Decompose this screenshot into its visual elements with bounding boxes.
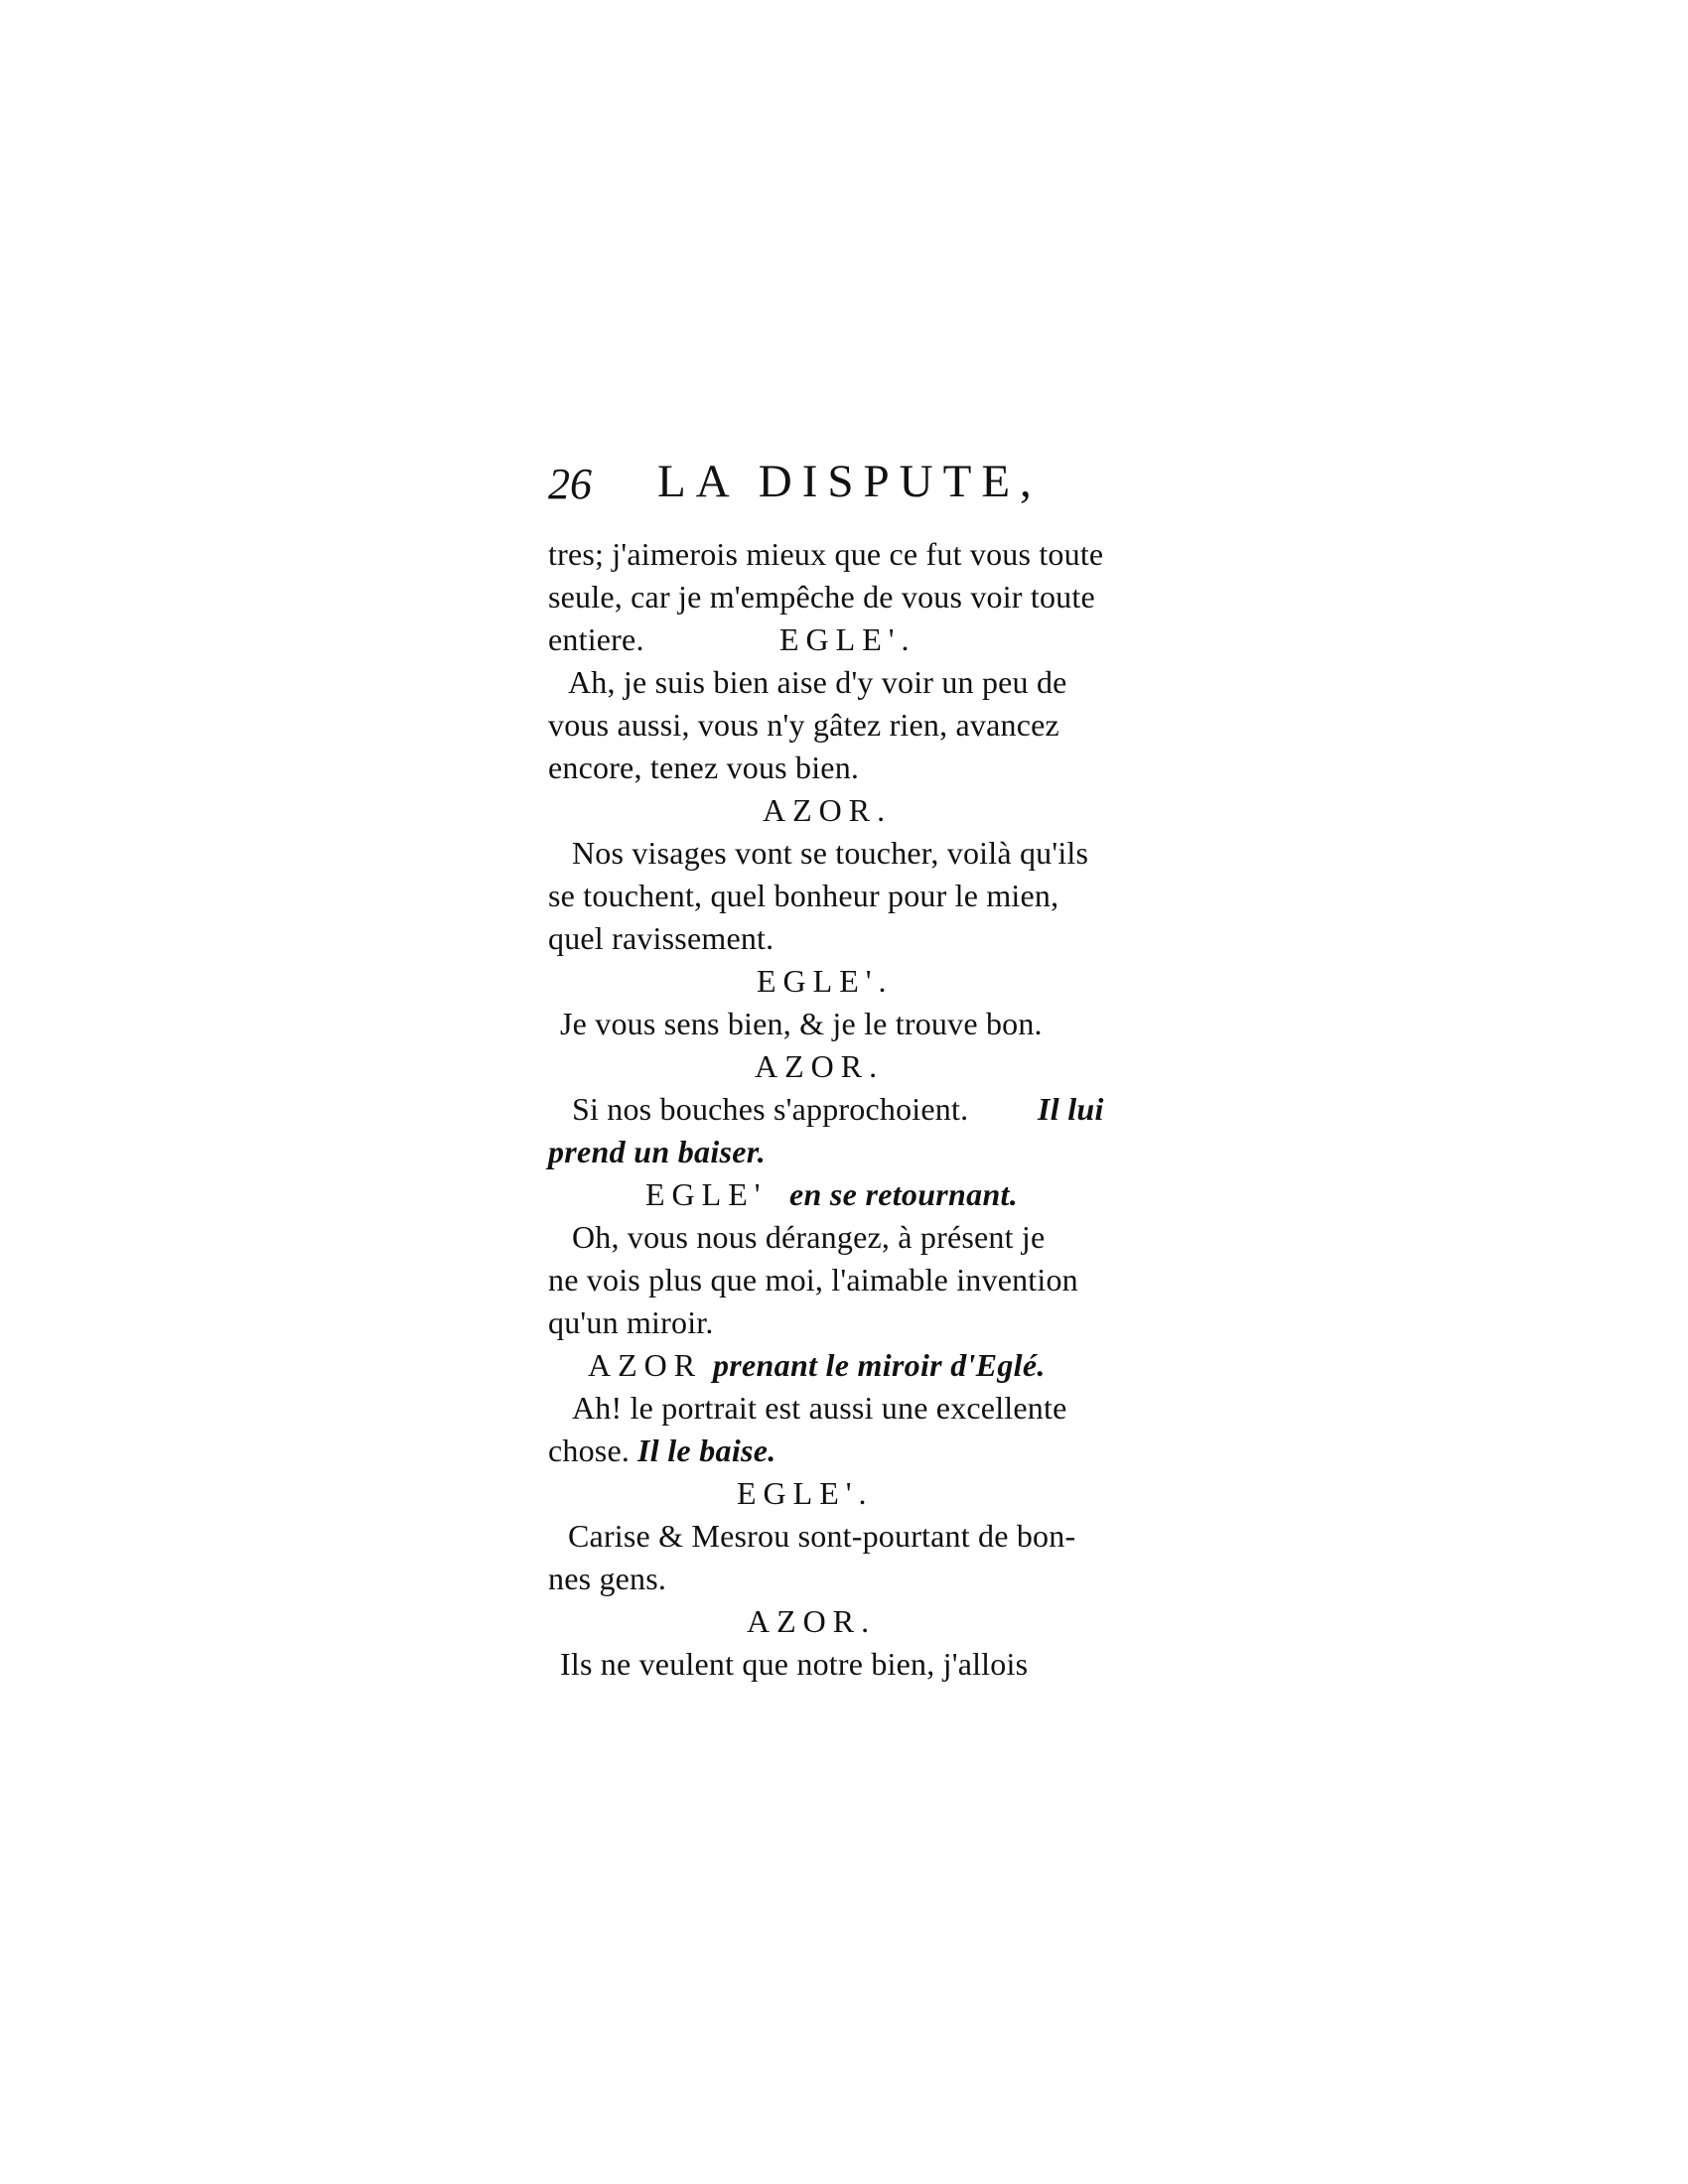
running-title: LA DISPUTE, xyxy=(657,456,1042,507)
speaker-name: AZOR xyxy=(588,1347,703,1383)
text-line: nes gens. xyxy=(548,1561,667,1596)
text-line: seule, car je m'empêche de vous voir toute xyxy=(548,579,1095,614)
speaker-name: AZOR. xyxy=(755,1048,885,1084)
text-line: se touchent, quel bonheur pour le mien, xyxy=(548,878,1059,913)
text-line: Ils ne veulent que notre bien, j'allois xyxy=(560,1646,1029,1682)
text-line: Si nos bouches s'approchoient. xyxy=(572,1091,969,1127)
text-line: vous aussi, vous n'y gâtez rien, avancez xyxy=(548,707,1059,743)
speaker-name: AZOR. xyxy=(763,792,893,828)
stage-direction: Il lui xyxy=(1038,1091,1104,1127)
stage-direction: prend un baiser. xyxy=(548,1134,767,1169)
text-line: Ah! le portrait est aussi une excellente xyxy=(572,1390,1067,1426)
text-line: quel ravissement. xyxy=(548,920,774,956)
text-line: qu'un miroir. xyxy=(548,1304,714,1340)
text-line: entiere. xyxy=(548,621,644,657)
text-line: tres; j'aimerois mieux que ce fut vous toute xyxy=(548,536,1104,572)
speaker-name: EGLE'. xyxy=(757,963,894,999)
text-line: Je vous sens bien, & je le trouve bon. xyxy=(560,1006,1043,1041)
book-page xyxy=(536,455,1172,1775)
text-line: Carise & Mesrou sont-pourtant de bon- xyxy=(568,1518,1076,1554)
speaker-name: EGLE'. xyxy=(779,621,916,657)
stage-direction: prenant le miroir d'Eglé. xyxy=(713,1347,1046,1383)
stage-direction: Il le baise. xyxy=(637,1433,776,1468)
page-header xyxy=(548,455,1164,514)
page-number: 26 xyxy=(548,460,592,508)
speaker-name: EGLE' xyxy=(645,1176,768,1212)
text-line: encore, tenez vous bien. xyxy=(548,750,860,785)
speaker-name: EGLE'. xyxy=(737,1475,874,1511)
speaker-name: AZOR. xyxy=(747,1603,877,1639)
text-line: Ah, je suis bien aise d'y voir un peu de xyxy=(568,664,1067,700)
stage-direction: en se retournant. xyxy=(789,1176,1019,1212)
text-line: chose. xyxy=(548,1433,631,1468)
text-line: Nos visages vont se toucher, voilà qu'ils xyxy=(572,835,1089,871)
text-line: ne vois plus que moi, l'aimable invention xyxy=(548,1262,1078,1297)
text-line: Oh, vous nous dérangez, à présent je xyxy=(572,1219,1046,1255)
